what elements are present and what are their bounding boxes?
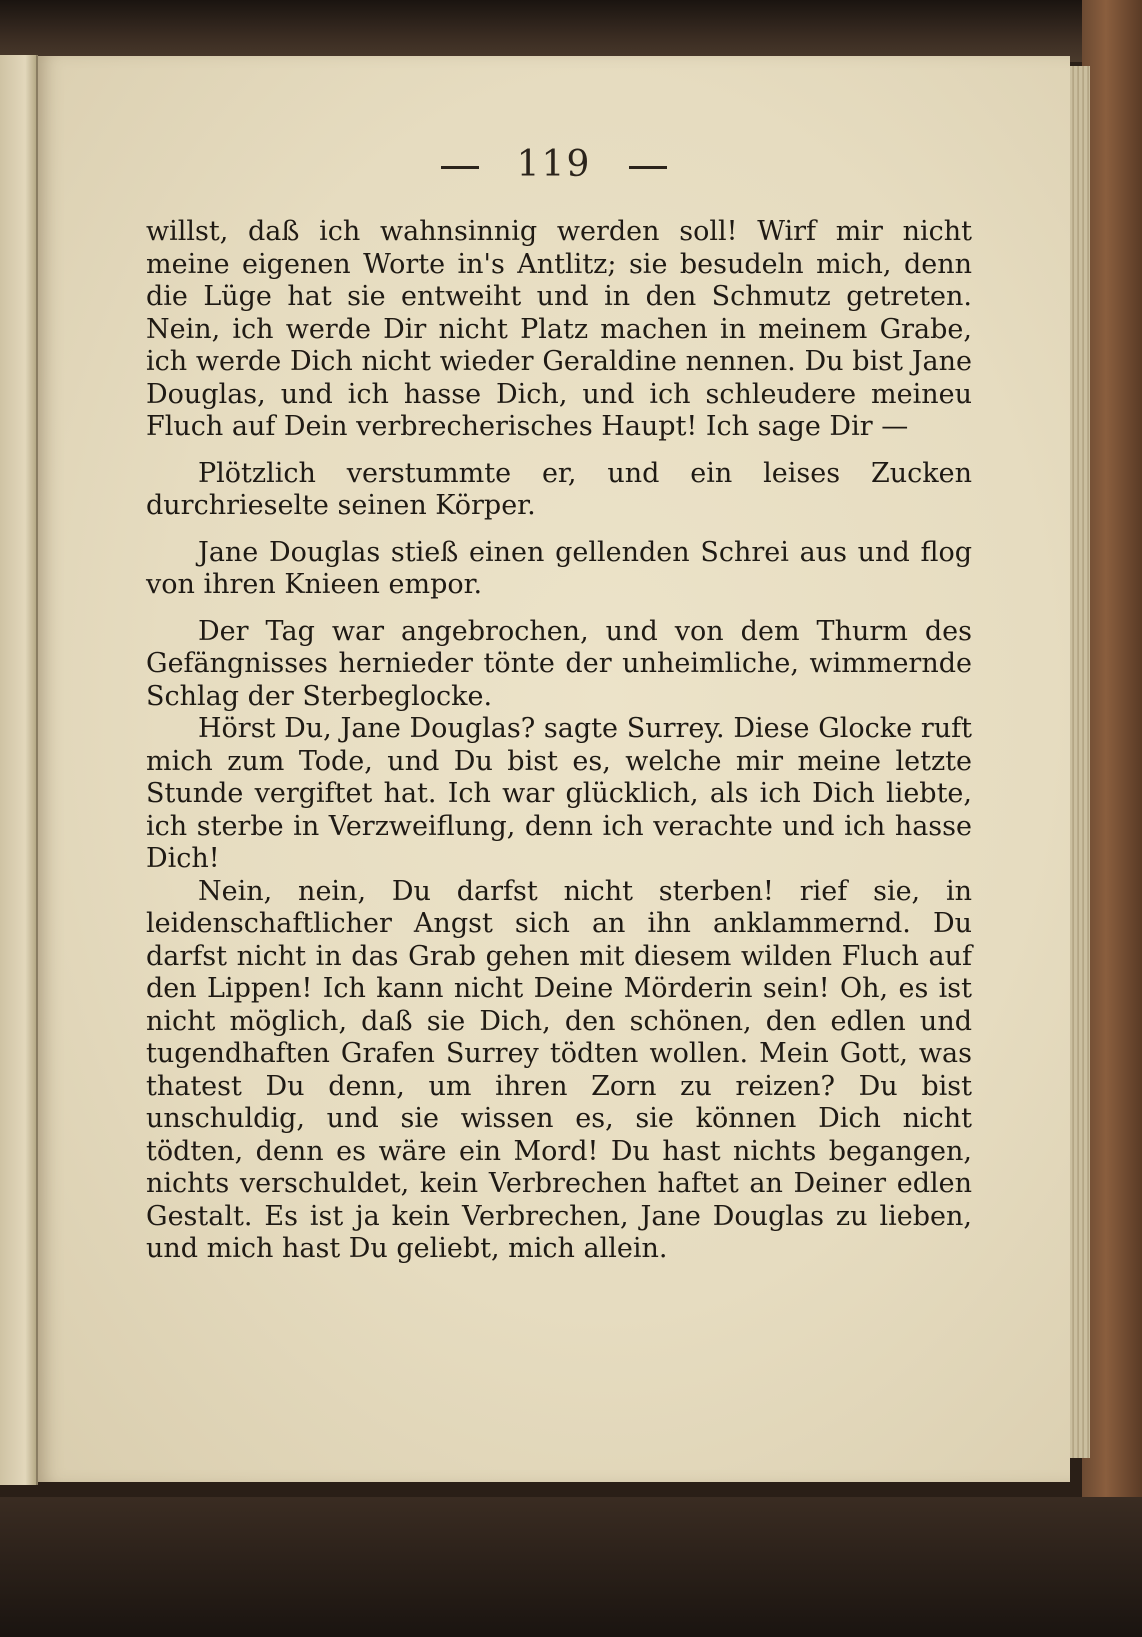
page-header — [38, 144, 1070, 185]
header-dash-right — [629, 166, 667, 169]
book-cover-bottom — [0, 1497, 1142, 1637]
header-dash-left — [441, 166, 479, 169]
paragraph: Nein, nein, Du darfst nicht sterben! rief sie, in leidenschaftlicher Angst sich an ihn anklammernd. Du darfst nicht in das Grab gehen mit diesem wilden Fluch auf den Lippen! Ich kann nicht Deine Mörderin sein! Oh, es ist nicht möglich, daß sie Dich, den schönen, den edlen und tugendhaften Grafen Surrey tödten wollen. Mein Gott, was thatest Du denn, um ihren Zorn zu reizen? Du bist unschuldig, und sie wissen es, sie können Dich nicht tödten, denn es wäre ein Mord! Du hast nichts begangen, nichts verschuldet, kein Verbrechen haftet an Deiner edlen Gestalt. Es ist ja kein Verbrechen, Jane Douglas zu lieben, und mich hast Du geliebt, mich allein. — [146, 875, 972, 1264]
paragraph: Hörst Du, Jane Douglas? sagte Surrey. Diese Glocke ruft mich zum Tode, und Du bist es, welche mir meine letzte Stunde vergiftet hat. Ich war glücklich, als ich Dich liebte, ich sterbe in Verzweiflung, denn ich verachte und ich hasse Dich! — [146, 713, 972, 874]
book-cover-top — [0, 0, 1142, 62]
paragraph: Der Tag war angebrochen, und von dem Thurm des Gefängnisses hernieder tönte der unheimliche, wimmernde Schlag der Sterbeglocke. — [146, 615, 972, 712]
page-text — [146, 216, 972, 1266]
paragraph: Plötzlich verstummte er, und ein leises Zucken durchrieselte seinen Körper. — [146, 457, 972, 521]
previous-page-edge — [0, 55, 38, 1485]
page-number: 119 — [516, 144, 592, 185]
book-page — [38, 56, 1070, 1482]
book-cover-right — [1082, 0, 1142, 1637]
paragraph: Jane Douglas stieß einen gellenden Schrei aus und flog von ihren Knieen empor. — [146, 536, 972, 600]
paragraph: willst, daß ich wahnsinnig werden soll! Wirf mir nicht meine eigenen Worte in's Antlitz; sie besudeln mich, denn die Lüge hat sie entweiht und in den Schmutz getreten. Nein, ich werde Dir nicht Platz machen in meinem Grabe, ich werde Dich nicht wieder Geraldine nennen. Du bist Jane Douglas, und ich hasse Dich, und ich schleudere meineu Fluch auf Dein verbrecherisches Haupt! Ich sage Dir — — [146, 216, 972, 442]
